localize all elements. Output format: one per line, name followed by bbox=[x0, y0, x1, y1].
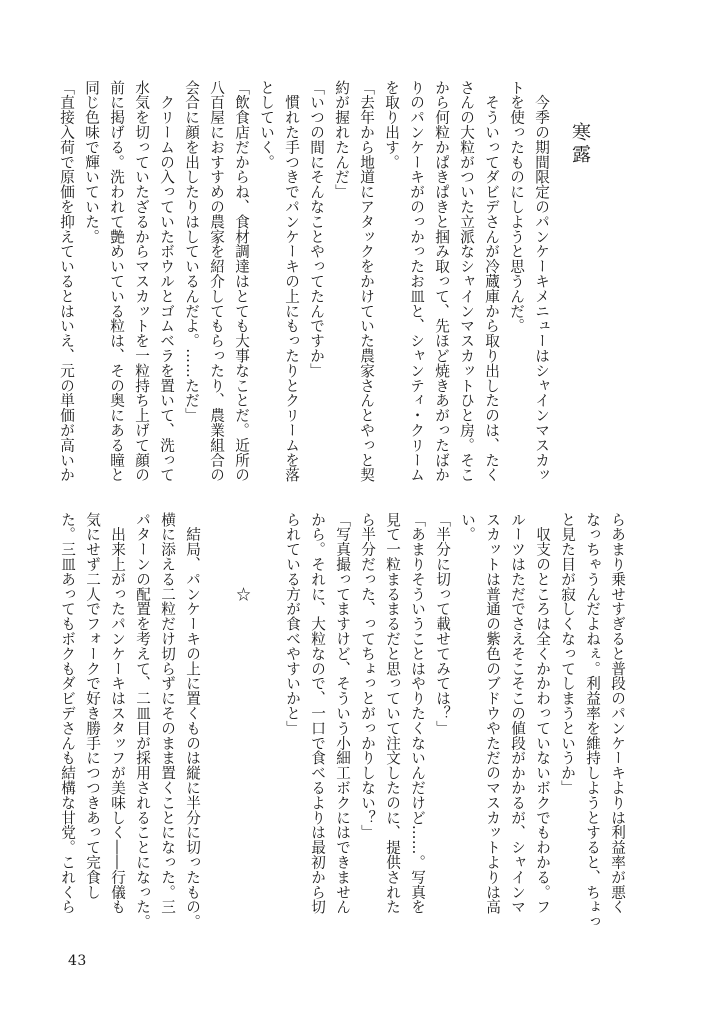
text-line: 「写真撮ってますけど、そういう小細工ボクにはできません bbox=[334, 512, 351, 915]
text-line: られている方が食べやすいかと」 bbox=[284, 512, 301, 736]
text-line: を取り出す。 bbox=[383, 80, 400, 170]
text-line: 気にせず二人でフォークで好き勝手につつきあって完食し bbox=[84, 512, 101, 900]
text-line: 前に掲げる。洗われて艶めいている粒は、その奥にある瞳と bbox=[108, 80, 125, 483]
text-line: と見た目が寂しくなってしまうというか」 bbox=[559, 512, 576, 796]
text-line: 「飲食店だからね、食材調達はとても大事なことだ。近所の bbox=[233, 80, 250, 483]
text-line: さんの大粒がついた立派なシャインマスカットひと房。そこ bbox=[458, 80, 475, 483]
text-line: としていく。 bbox=[258, 80, 275, 170]
text-line: クリームの入っていたボウルとゴムベラを置いて、洗って bbox=[158, 80, 175, 483]
text-line: 今季の期間限定のパンケーキメニューはシャインマスカッ bbox=[533, 80, 550, 483]
chapter-title: 寒露 bbox=[569, 122, 591, 166]
text-line: 「去年から地道にアタックをかけていた農家さんとやっと契 bbox=[358, 80, 375, 483]
text-line: ☆ bbox=[234, 512, 251, 602]
text-line: トを使ったものにしようと思うんだ。 bbox=[508, 80, 525, 334]
text-line bbox=[255, 512, 280, 948]
text-line: 会合に顔を出したりはしているんだよ。……ただ」 bbox=[183, 80, 200, 423]
text-line: た。三皿あってもボクもダビデさんも結構な甘党。これくら bbox=[59, 512, 76, 915]
text-line: 出来上がったパンケーキはスタッフが美味しく――行儀も bbox=[109, 512, 126, 915]
text-line: りのパンケーキがのっかったお皿と、シャンティ・クリーム bbox=[408, 80, 425, 483]
text-line: 結局、パンケーキの上に置くものは縦に半分に切ったもの。 bbox=[184, 512, 201, 930]
text-line: そういってダビデさんが冷蔵庫から取り出したのは、たく bbox=[483, 80, 500, 483]
text-line: らあまり乗せすぎると普段のパンケーキよりは利益率が悪く bbox=[609, 512, 626, 915]
text-line: 「直接入荷で原価を抑えているとはいえ、元の単価が高いか bbox=[58, 80, 75, 483]
text-line: 約が握れたんだ」 bbox=[333, 80, 350, 200]
text-line: ルーツはただでさえそこそこの値段がかかるが、シャインマ bbox=[509, 512, 526, 915]
text-line: から何粒かぱきぱきと掴み取って、先ほど焼きあがったばか bbox=[433, 80, 450, 483]
text-line: ら半分だった、ってちょっとがっかりしない？」 bbox=[359, 512, 376, 840]
text-line: い。 bbox=[459, 512, 476, 542]
text-line: 見て一粒まるまるだと思っていて注文したのに、提供された bbox=[384, 512, 401, 915]
text-block-bottom bbox=[59, 512, 630, 948]
text-line: 収支のところは全くかかわっていないボクでもわかる。フ bbox=[534, 512, 551, 915]
text-line: 慣れた手つきでパンケーキの上にもったりとクリームを落 bbox=[283, 80, 300, 483]
text-block-top bbox=[58, 80, 554, 504]
text-line: 水気を切っていたざるからマスカットを一粒持ち上げて顔の bbox=[133, 80, 150, 483]
text-line: 「いつの間にそんなことやってたんですか」 bbox=[308, 80, 325, 378]
text-line: 八百屋におすすめの農家を紹介してもらったり、農業組合の bbox=[208, 80, 225, 483]
text-line: 「あまりそういうことはやりたくないんだけど……。写真を bbox=[409, 512, 426, 915]
text-line: 同じ色味で輝いていた。 bbox=[83, 80, 100, 244]
text-line: スカットは普通の紫色のブドウやただのマスカットよりは高 bbox=[484, 512, 501, 915]
text-line: パターンの配置を考えて、二皿目が採用されることになった。 bbox=[134, 512, 151, 930]
text-line bbox=[205, 512, 230, 948]
text-line: 「半分に切って載せてみては？」 bbox=[434, 512, 451, 736]
text-line: 横に添える二粒だけ切らずにそのまま置くことになった。三 bbox=[159, 512, 176, 915]
text-line: なっちゃうんだよねぇ。利益率を維持しようとすると、ちょっ bbox=[584, 512, 601, 930]
page-number: 43 bbox=[68, 953, 87, 969]
text-line: から。それに、大粒なので、一口で食べるよりは最初から切 bbox=[309, 512, 326, 915]
